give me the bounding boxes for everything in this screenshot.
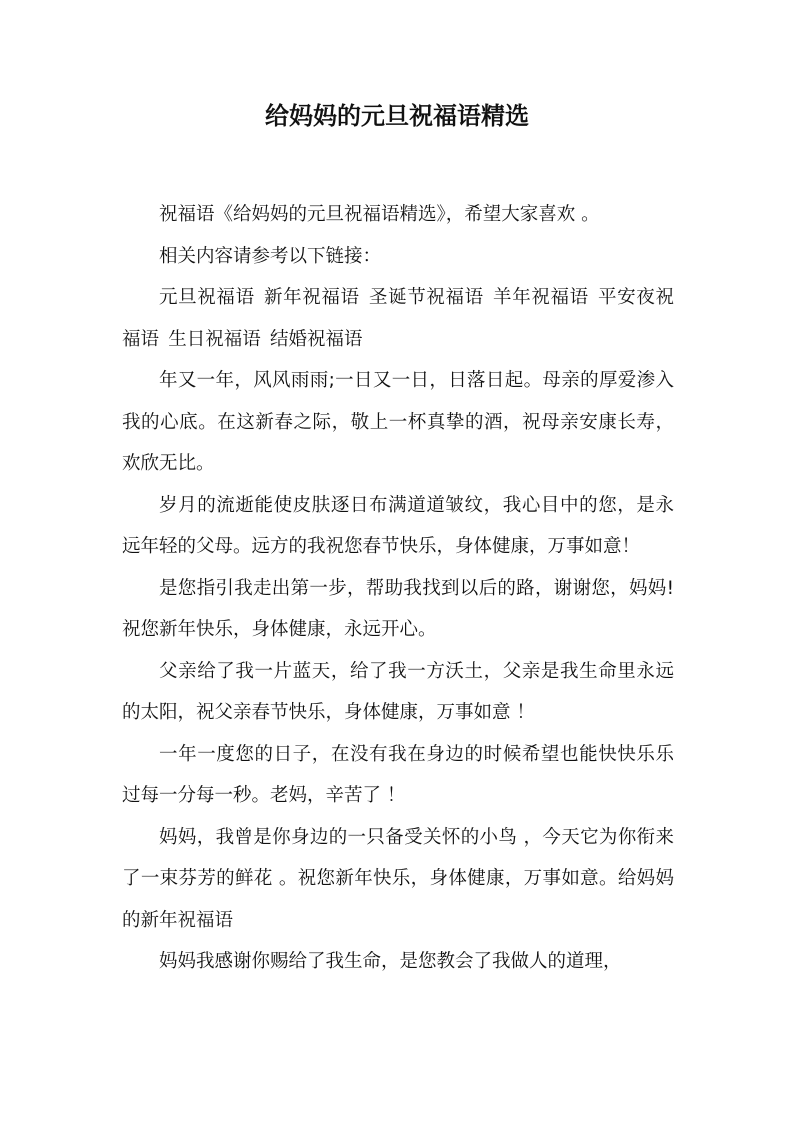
link-new-year-day-wishes[interactable]: 元旦祝福语 bbox=[159, 287, 255, 308]
document-body bbox=[122, 194, 674, 983]
page-title: 给妈妈的元旦祝福语精选 bbox=[265, 102, 529, 130]
body-paragraph: 父亲给了我一片蓝天，给了我一方沃土，父亲是我生命里永远的太阳，祝父亲春节快乐，身体健康，万事如意 ！ bbox=[122, 660, 674, 723]
link-wedding-wishes[interactable]: 结婚祝福语 bbox=[270, 328, 363, 350]
related-links bbox=[122, 277, 674, 360]
body-paragraph: 妈妈我感谢你赐给了我生命，是您教会了我做人的道理， bbox=[159, 951, 622, 972]
link-goat-year-wishes[interactable]: 羊年祝福语 bbox=[493, 287, 589, 308]
link-birthday-wishes[interactable]: 生日祝福语 bbox=[168, 328, 261, 350]
body-paragraph: 年又一年，风风雨雨;一日又一日，日落日起。母亲的厚爱渗入我的心底。在这新春之际，敬上一杯真挚的酒，祝母亲安康长寿，欢欣无比。 bbox=[122, 370, 674, 474]
links-label: 相关内容请参考以下链接： bbox=[159, 245, 382, 267]
link-christmas-eve-wishes[interactable]: 平安夜祝福语 bbox=[122, 287, 674, 350]
link-christmas-wishes[interactable]: 圣诞节祝福语 bbox=[368, 287, 484, 308]
link-new-year-wishes[interactable]: 新年祝福语 bbox=[263, 287, 360, 308]
body-paragraph: 一年一度您的日子，在没有我在身边的时候希望也能快快乐乐过每一分每一秒。老妈，辛苦了 ！ bbox=[122, 743, 674, 806]
intro-paragraph: 祝福语《给妈妈的元旦祝福语精选》，希望大家喜欢 。 bbox=[159, 204, 600, 225]
body-paragraph: 岁月的流逝能使皮肤逐日布满道道皱纹，我心目中的您，是永远年轻的父母。远方的我祝您春节快乐，身体健康，万事如意！ bbox=[122, 494, 674, 557]
body-paragraph: 是您指引我走出第一步，帮助我找到以后的路，谢谢您，妈妈!祝您新年快乐，身体健康，永远开心。 bbox=[122, 577, 674, 640]
body-paragraph: 妈妈，我曾是你身边的一只备受关怀的小鸟 ，今天它为你衔来了一束芬芳的鲜花 。祝您新年快乐，身体健康，万事如意。给妈妈的新年祝福语 bbox=[122, 826, 674, 931]
